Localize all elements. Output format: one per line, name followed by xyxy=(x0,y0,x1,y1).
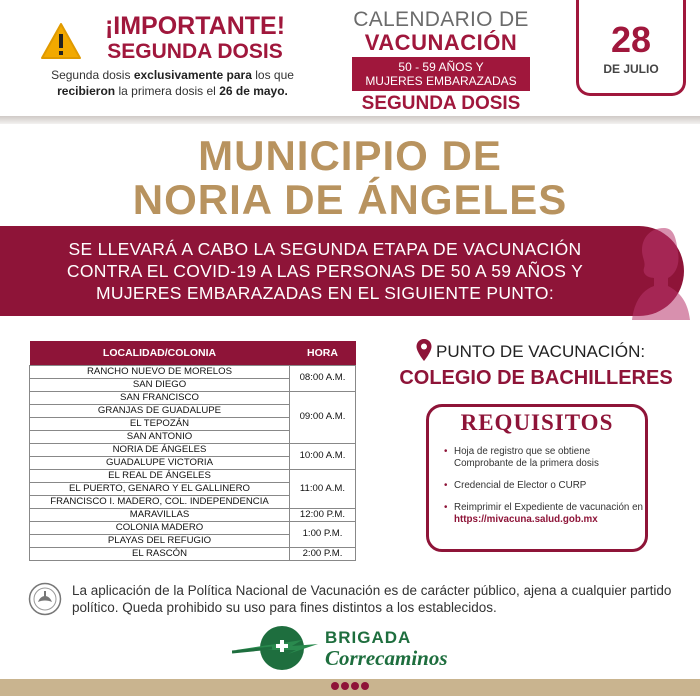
locality-cell: EL REAL DE ÁNGELES xyxy=(30,469,290,482)
locality-cell: MARAVILLAS xyxy=(30,508,290,521)
important-title: ¡IMPORTANTE! xyxy=(104,12,286,40)
table-row xyxy=(30,443,356,456)
locality-cell: COLONIA MADERO xyxy=(30,521,290,534)
table-row xyxy=(30,508,356,521)
municipality-line2: NORIA DE ÁNGELES xyxy=(132,176,568,223)
list-item: • Credencial de Elector o CURP xyxy=(444,480,644,492)
locality-cell: GRANJAS DE GUADALUPE xyxy=(30,404,290,417)
correcaminos-label: Correcaminos xyxy=(325,646,448,670)
calendar-box-line2: MUJERES EMBARAZADAS xyxy=(365,74,517,88)
table-row xyxy=(30,365,356,378)
facebook-icon[interactable] xyxy=(331,682,339,690)
locality-cell: RANCHO NUEVO DE MORELOS xyxy=(30,365,290,378)
hour-cell: 11:00 A.M. xyxy=(290,469,356,508)
calendar-group-box xyxy=(352,57,530,91)
disclaimer-text: La aplicación de la Política Nacional de Vacunación es de carácter público, ajena a cualquier partido político. Queda prohibido su uso para fines distintos a los establecidos. xyxy=(72,583,672,615)
table-row xyxy=(30,521,356,534)
woman-silhouette-icon xyxy=(624,222,694,320)
list-item: • Hoja de registro que se obtiene Comprobante de la primera dosis xyxy=(444,446,644,470)
table-header-row xyxy=(30,341,356,365)
locality-cell: SAN ANTONIO xyxy=(30,430,290,443)
announcement-text xyxy=(20,238,630,304)
vaccination-point-name: COLEGIO DE BACHILLERES xyxy=(399,367,673,389)
locality-cell: FRANCISCO I. MADERO, COL. INDEPENDENCIA xyxy=(30,495,290,508)
date-month: DE JULIO xyxy=(603,62,659,76)
calendar-box-line1: 50 - 59 AÑOS Y xyxy=(398,60,484,74)
important-description: Segunda dosis exclusivamente para los que recibieron la primera dosis el 26 de mayo. xyxy=(51,68,294,98)
hour-cell: 12:00 P.M. xyxy=(290,508,356,521)
government-seal-icon xyxy=(28,582,62,616)
important-subtitle: SEGUNDA DOSIS xyxy=(107,40,283,63)
hour-cell: 10:00 A.M. xyxy=(290,443,356,469)
calendar-block xyxy=(346,8,536,115)
social-icons xyxy=(331,682,369,690)
brigada-label: BRIGADA xyxy=(325,628,412,647)
locality-cell: SAN DIEGO xyxy=(30,378,290,391)
requirements-title: REQUISITOS xyxy=(460,410,614,435)
hour-cell: 08:00 A.M. xyxy=(290,365,356,391)
twitter-icon[interactable] xyxy=(341,682,349,690)
header-locality: LOCALIDAD/COLONIA xyxy=(30,341,290,365)
announcement-line1: SE LLEVARÁ A CABO LA SEGUNDA ETAPA DE VACUNACIÓN xyxy=(68,239,582,259)
locality-cell: PLAYAS DEL REFUGIO xyxy=(30,534,290,547)
locality-cell: SAN FRANCISCO xyxy=(30,391,290,404)
warning-icon xyxy=(40,22,82,60)
locality-cell: EL RASCÓN xyxy=(30,547,290,560)
municipality-line1: MUNICIPIO DE xyxy=(198,132,502,179)
locality-cell: EL TEPOZÁN xyxy=(30,417,290,430)
table-row xyxy=(30,547,356,560)
youtube-icon[interactable] xyxy=(361,682,369,690)
location-pin-icon xyxy=(415,338,433,362)
calendar-dose: SEGUNDA DOSIS xyxy=(361,93,521,114)
locality-cell: NORIA DE ÁNGELES xyxy=(30,443,290,456)
schedule-table xyxy=(29,341,356,561)
locality-cell: GUADALUPE VICTORIA xyxy=(30,456,290,469)
calendar-line1: CALENDARIO DE xyxy=(353,8,529,31)
requirements-list xyxy=(444,446,644,536)
table-row xyxy=(30,469,356,482)
locality-cell: EL PUERTO, GENARO Y EL GALLINERO xyxy=(30,482,290,495)
calendar-line2: VACUNACIÓN xyxy=(364,30,518,55)
hour-cell: 1:00 P.M. xyxy=(290,521,356,547)
instagram-icon[interactable] xyxy=(351,682,359,690)
header-divider xyxy=(0,116,700,124)
list-item: • Reimprimir el Expediente de vacunación en https://mivacuna.salud.gob.mx xyxy=(444,502,644,526)
date-day: 28 xyxy=(610,19,652,60)
announcement-line2: CONTRA EL COVID-19 A LAS PERSONAS DE 50 A 59 AÑOS Y xyxy=(66,261,584,281)
header-hour: HORA xyxy=(290,341,356,365)
table-row xyxy=(30,391,356,404)
vaccination-point-label: PUNTO DE VACUNACIÓN: xyxy=(436,342,646,361)
hour-cell: 2:00 P.M. xyxy=(290,547,356,560)
brigada-logo-icon xyxy=(232,622,322,674)
municipality-title xyxy=(0,134,700,222)
vaccine-site-link[interactable]: https://mivacuna.salud.gob.mx xyxy=(454,514,598,525)
date-badge xyxy=(576,0,686,96)
hour-cell: 09:00 A.M. xyxy=(290,391,356,443)
announcement-line3: MUJERES EMBARAZADAS EN EL SIGUIENTE PUNTO: xyxy=(96,283,554,303)
